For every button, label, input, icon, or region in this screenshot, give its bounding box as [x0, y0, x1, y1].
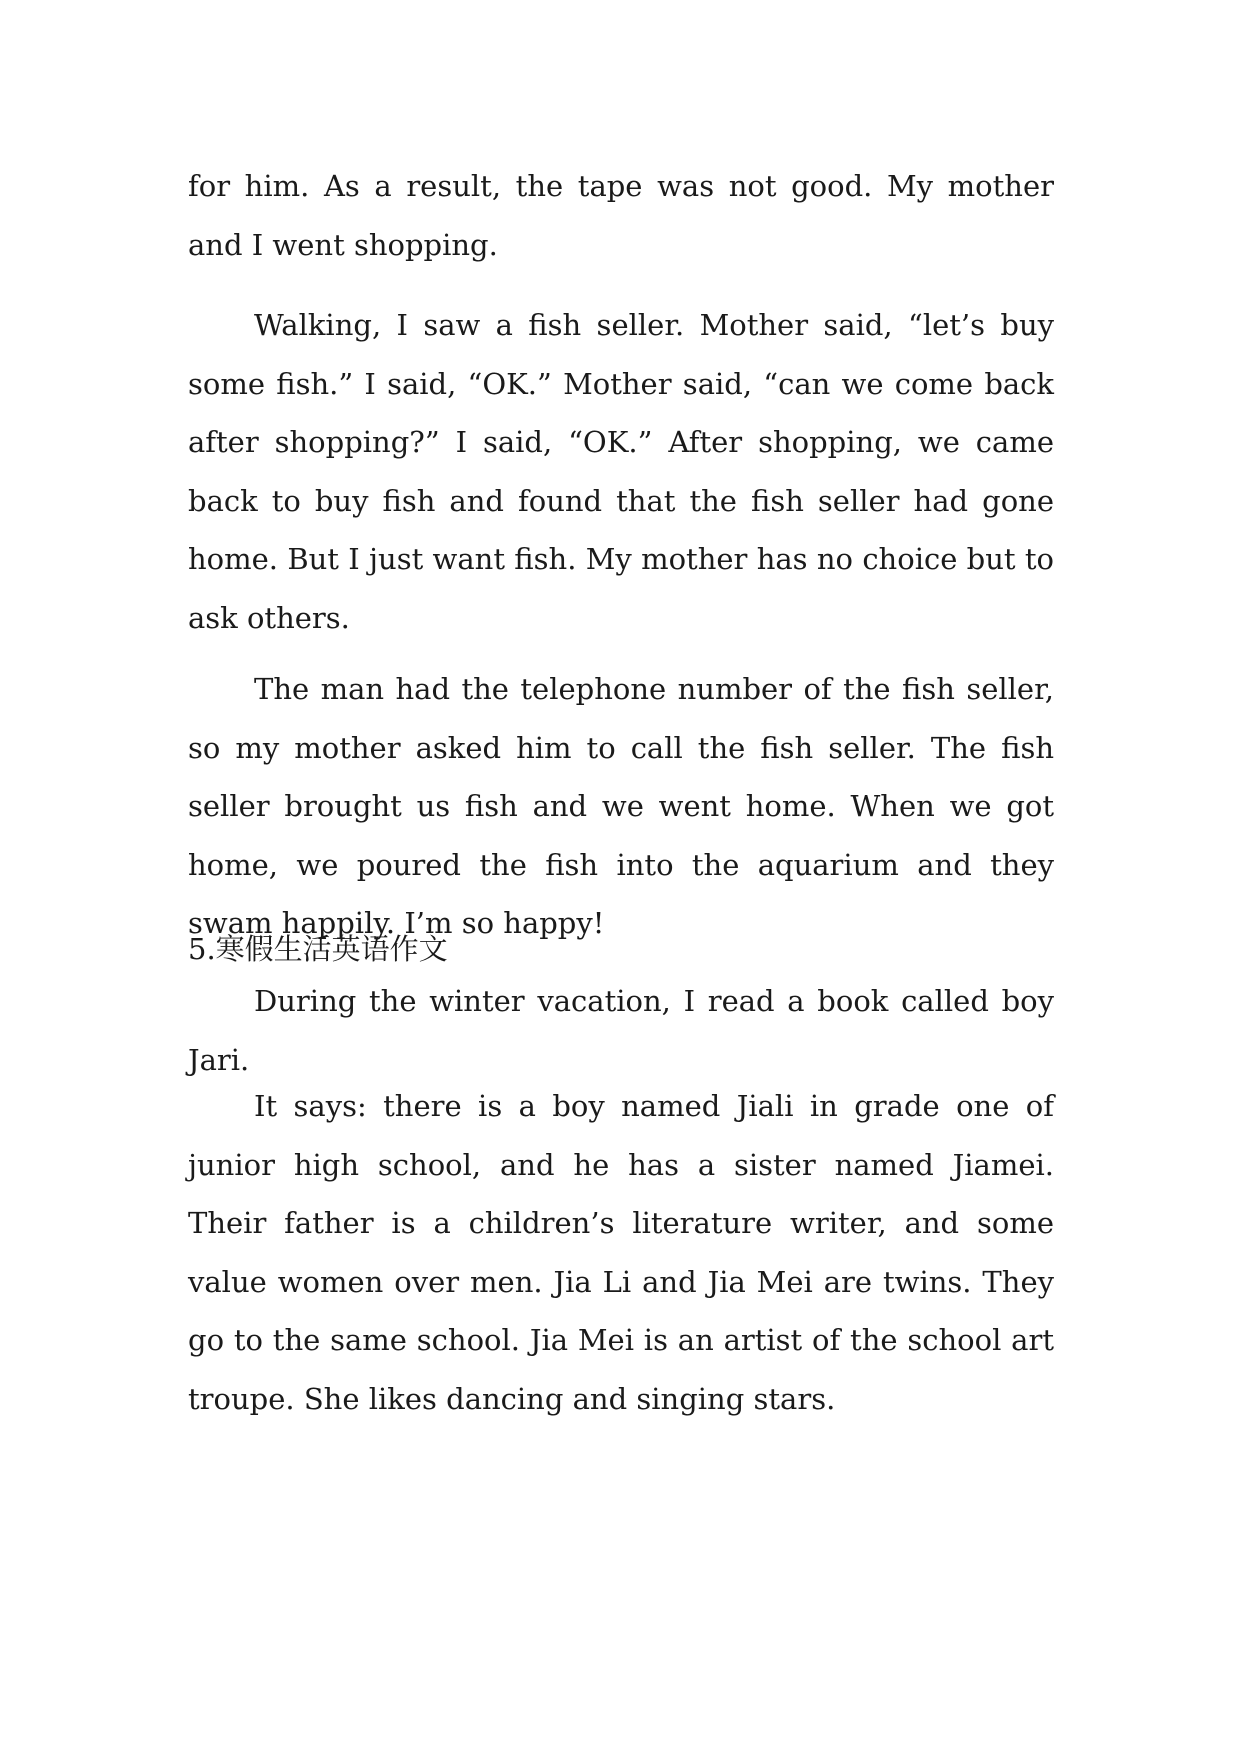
section-heading: 5.寒假生活英语作文	[188, 932, 448, 966]
paragraph-book-summary: It says: there is a boy named Jiali in grade one of junior high school, and he has a sister named Jiamei. Their father is a children’s literature writer, and some value women over men. Jia Li and Jia Mei are twins. They go to the same school. Jia Mei is an artist of the school art troupe. She likes dancing and singing stars.	[188, 1089, 1054, 1416]
paragraph-shopping-intro: for him. As a result, the tape was not good. My mother and I went shopping.	[188, 169, 1054, 262]
paragraph-fish-seller: Walking, I saw a fish seller. Mother said, “let’s buy some fish.” I said, “OK.” Mother said, “can we come back after shopping?” I said, “OK.” After shopping, we came back to buy fish and found that the fish seller had gone home. But I just want fish. My mother has no choice but to ask others.	[188, 308, 1054, 635]
paragraph-winter-vacation: During the winter vacation, I read a book called boy Jari.	[188, 984, 1054, 1077]
paragraph-telephone: The man had the telephone number of the fish seller, so my mother asked him to call the fish seller. The fish seller brought us fish and we went home. When we got home, we poured the fish into the aquarium and they swam happily. I’m so happy!	[188, 672, 1054, 940]
